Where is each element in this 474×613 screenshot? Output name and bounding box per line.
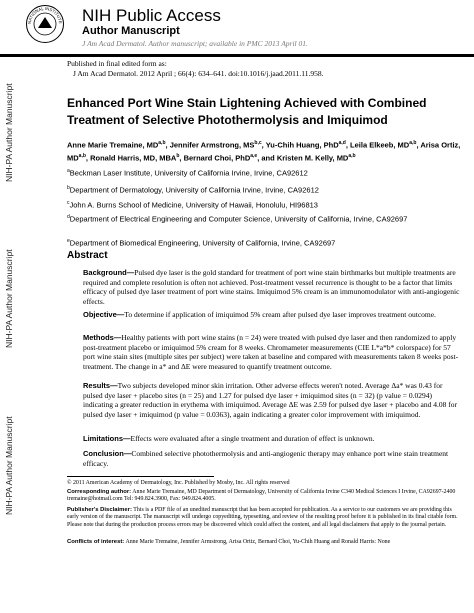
corresponding-author-note <box>67 489 464 504</box>
abstract-heading: Abstract <box>67 250 108 261</box>
section-text: Combined selective photothermolysis and anti-angiogenic therapy may enhance port wine stain treatment efficacy. <box>83 449 449 468</box>
publisher-disclaimer <box>67 507 464 529</box>
author-affiliation-mark: a,d <box>338 140 346 146</box>
author-affiliation-mark: b <box>176 153 180 159</box>
author-affiliation-mark: a,e <box>250 153 258 159</box>
note-text: Anne Marie Tremaine, MD Department of Dermatology, University of California Irvine C340 Medical Sciences I Irvine, CA92697-2400 tremaine@hotmail.com Tel: 949.824.3900, Fax: 949.824.4005. <box>67 489 456 503</box>
affiliation-mark: a <box>67 168 70 174</box>
affiliation-mark: c <box>67 200 70 206</box>
author-separator: , <box>416 140 421 150</box>
author-separator: , <box>345 140 351 150</box>
section-label: Methods— <box>83 333 122 342</box>
author-affiliation-mark: a,b <box>348 153 356 159</box>
section-label: Objective— <box>83 310 125 319</box>
header-title: NIH Public Access <box>82 6 221 25</box>
section-label: Conclusion— <box>83 449 132 458</box>
affiliation-text: Department of Dermatology, University of California Irvine, Irvine, CA92612 <box>69 185 319 195</box>
abstract-methods <box>83 333 463 372</box>
section-label: Results— <box>83 381 118 390</box>
author-separator: , <box>165 140 170 150</box>
abstract-objective <box>83 310 463 320</box>
author-name: Ronald Harris, MD, MBA <box>90 153 177 163</box>
affiliation-mark: b <box>67 185 70 191</box>
author-list <box>67 138 462 164</box>
section-text: Effects were evaluated after a single treatment and duration of effect is unknown. <box>130 434 375 443</box>
header-subtitle: Author Manuscript <box>82 25 180 37</box>
section-text: Pulsed dye laser is the gold standard for treatment of port wine stain birthmarks but multiple treatments are required and complete resolution is often not achieved. Post-treatment vessel recurrence is thought to be a factor that limits efficacy of pulsed dye laser treatment of port wine stains. Imiquimod 5% cream is an immunomodulator with anti-angiogenic effects. <box>83 268 460 307</box>
affiliation <box>67 236 462 249</box>
affiliation-text: John A. Burns School of Medicine, University of Hawaii, Honolulu, HI96813 <box>69 200 318 210</box>
conflicts-note <box>67 539 464 546</box>
author-affiliation-mark: a,b <box>78 153 86 159</box>
affiliation-text: Beckman Laser Institute, University of California Irvine, Irvine, CA92612 <box>69 168 308 178</box>
abstract-background <box>83 268 463 307</box>
author-name: Bernard Choi, PhD <box>183 153 251 163</box>
note-text: Anne Marie Tremaine, Jennifer Armstrong, Arisa Ortiz, Bernard Choi, Yu-Chih Huang and Ronald Harris: None <box>125 539 391 545</box>
note-label: Publisher's Disclaimer: <box>67 507 132 513</box>
author-affiliation-mark: a,b <box>409 140 417 146</box>
published-citation: J Am Acad Dermatol. 2012 April ; 66(4): 634–641. doi:10.1016/j.jaad.2011.11.958. <box>73 69 324 78</box>
affiliation-mark: d <box>67 214 70 220</box>
author-name: Kristen M. Kelly, MD <box>276 153 349 163</box>
author-separator: , and <box>257 153 277 163</box>
nih-seal-logo <box>25 4 65 44</box>
author-affiliation-mark: a,b <box>158 140 166 146</box>
author-affiliation-mark: b,c <box>254 140 262 146</box>
header-rule <box>0 54 474 57</box>
published-label: Published in final edited form as: <box>67 59 167 68</box>
article-title: Enhanced Port Wine Stain Lightening Achieved with Combined Treatment of Selective Photothermolysis and Imiquimod <box>67 96 427 127</box>
abstract-conclusion <box>83 449 463 468</box>
svg-text:NATIONAL INSTITUTES: NATIONAL INSTITUTE <box>26 5 64 25</box>
note-text: This is a PDF file of an unedited manuscript that has been accepted for publication. As a service to our customers we are providing this early version of the manuscript. The manuscript will undergo copyediting, typesetting, and review of the resulting proof before it is published in its final citable form. Please note that during the production process errors may be discovered which could affect the content, and all legal disclaimers that apply to the journal pertain. <box>67 507 458 528</box>
affiliation <box>67 198 462 211</box>
affiliation <box>67 166 462 179</box>
note-label: Conflicts of interest: <box>67 539 125 545</box>
header-citation: J Am Acad Dermatol. Author manuscript; available in PMC 2013 April 01. <box>82 39 308 48</box>
author-name: Yu-Chih Huang, PhD <box>265 140 339 150</box>
side-label: NIH-PA Author Manuscript <box>4 83 14 182</box>
side-label: NIH-PA Author Manuscript <box>4 416 14 515</box>
side-label: NIH-PA Author Manuscript <box>4 249 14 348</box>
section-label: Limitations— <box>83 434 131 443</box>
abstract-limitations <box>83 434 463 444</box>
author-name: Leila Elkeeb, MD <box>350 140 410 150</box>
copyright-note: © 2011 American Academy of Dermatology, Inc. Published by Mosby, Inc. All rights reserved <box>67 480 290 486</box>
section-text: Two subjects developed minor skin irritation. Other adverse effects weren't noted. Average Δa* was 0.43 for pulsed dye laser + placebo sites (n = 25) and 1.27 for pulsed dye laser + imiquimod sites (n = 32) (p value = 0.0294) indicating a greater reduction in erythema with imiquimod. Average ΔE was 2.59 for pulsed dye laser + placebo and 4.08 for pulsed dye laser + imiquimod (p value = 0.0363), again indicating a greater color improvement with imiquimod. <box>83 381 458 420</box>
author-separator: , <box>261 140 266 150</box>
abstract-results <box>83 381 463 420</box>
author-name: Anne Marie Tremaine, MD <box>67 140 159 150</box>
section-label: Background— <box>83 268 135 277</box>
note-label: Corresponding author: <box>67 489 132 495</box>
section-text: Healthy patients with port wine stains (n = 24) were treated with pulsed dye laser and then randomized to apply post-treatment placebo or imiquimod 5% cream for 8 weeks. Chromameter measurements (CIE L*a*b* colorspace) for 57 port wine stain sites (multiple sites per subject) were taken at baseline and compared with measurements taken 8 weeks post-treatment. The change in a* and ΔE were measured to quantify treatment outcome. <box>83 333 459 372</box>
footnote-rule <box>67 476 214 477</box>
affiliation-text: Department of Biomedical Engineering, University of California, Irvine, CA92697 <box>69 238 336 248</box>
author-name: Arisa Ortiz, MD <box>67 140 461 163</box>
author-separator: , <box>85 153 91 163</box>
affiliation <box>67 212 462 225</box>
section-text: To determine if application of imiquimod 5% cream after pulsed dye laser improves treatment outcome. <box>124 310 436 319</box>
affiliation-mark: e <box>67 238 70 244</box>
affiliation <box>67 183 462 196</box>
affiliation-text: Department of Electrical Engineering and Computer Science, University of California, Irvine, CA92697 <box>69 214 408 224</box>
author-name: Jennifer Armstrong, MS <box>169 140 255 150</box>
author-separator: , <box>179 153 184 163</box>
